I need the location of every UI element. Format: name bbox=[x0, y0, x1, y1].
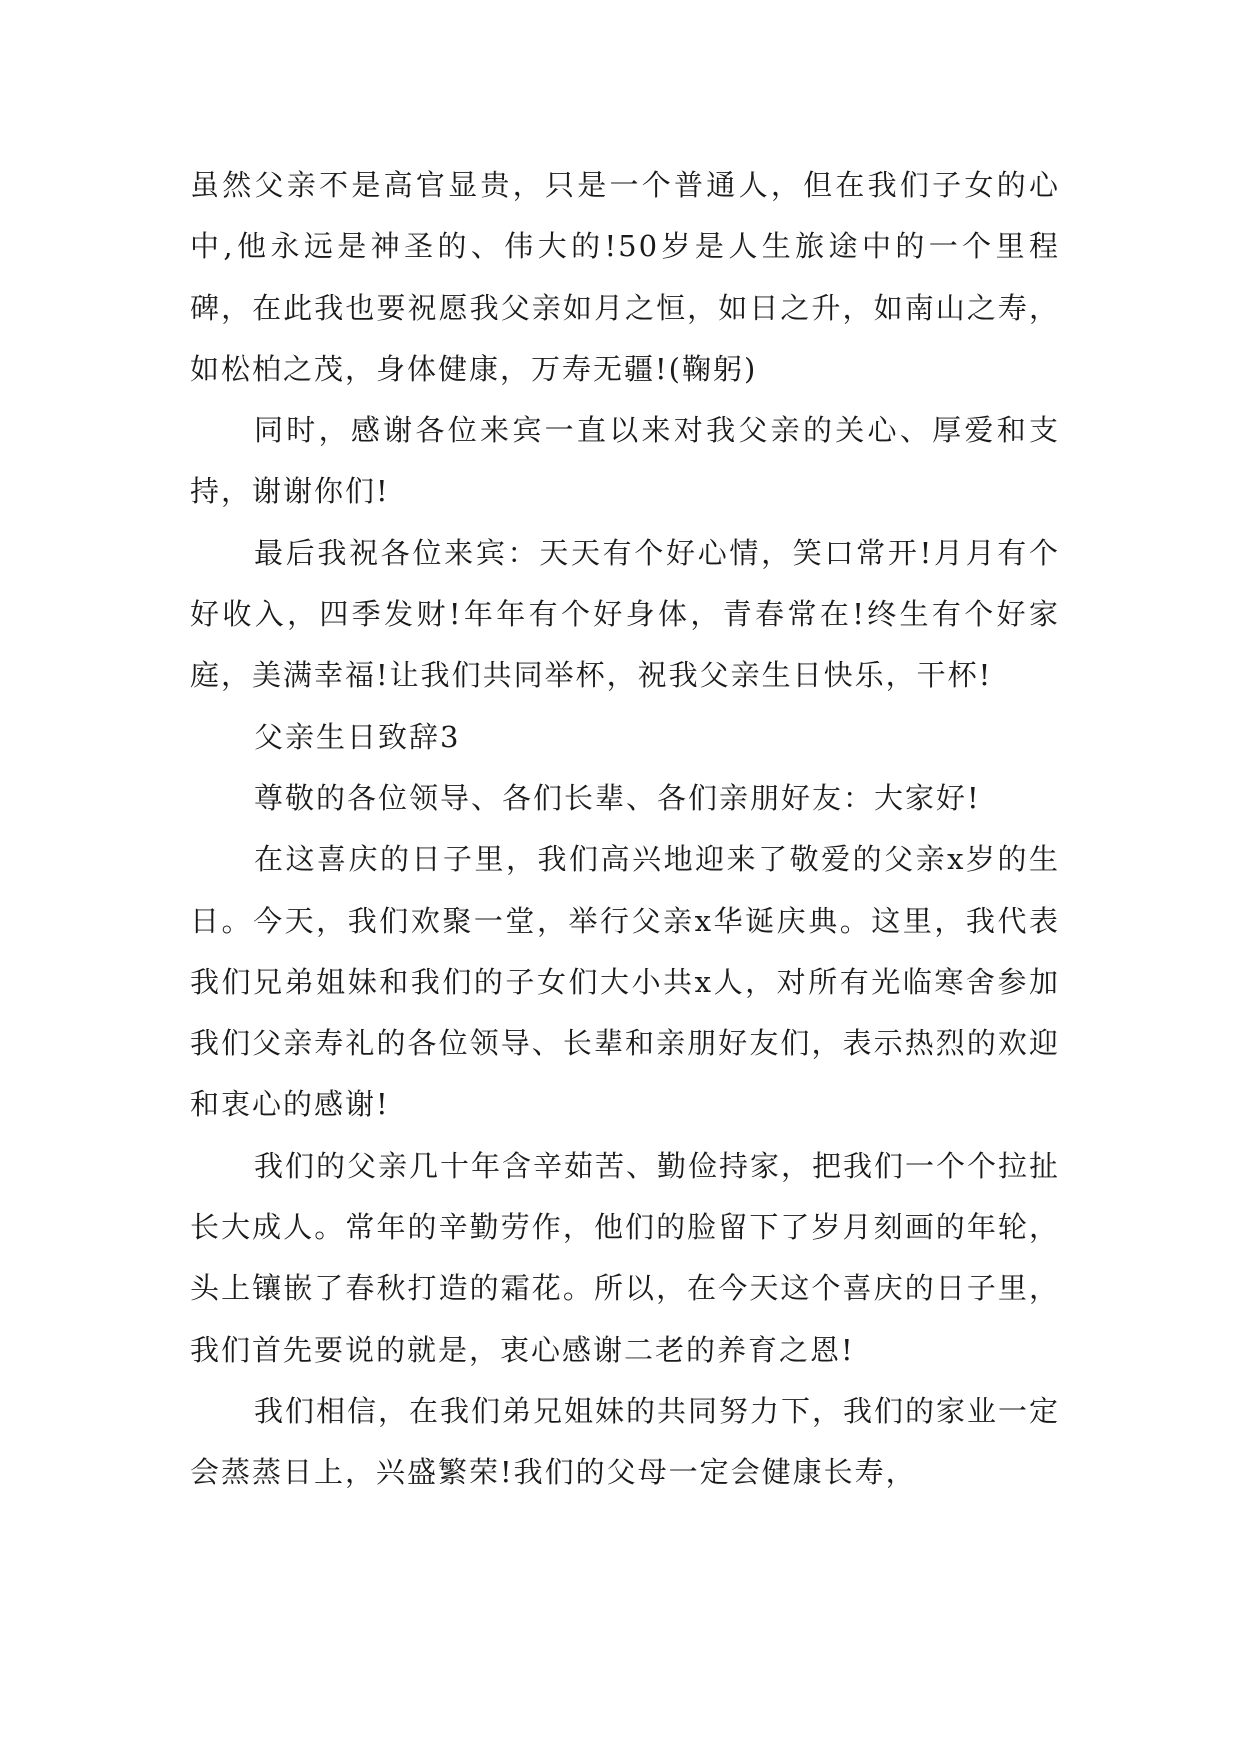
paragraph-future: 我们相信，在我们弟兄姐妹的共同努力下，我们的家业一定会蒸蒸日上，兴盛繁荣!我们的父母一定会健康长寿， bbox=[190, 1393, 1061, 1490]
paragraph-father-tribute: 虽然父亲不是高官显贵，只是一个普通人，但在我们子女的心中,他永远是神圣的、伟大的!50岁是人生旅途中的一个里程碑，在此我也要祝愿我父亲如月之恒，如日之升，如南山之寿，如松柏之茂，身体健康，万寿无疆!(鞠躬) bbox=[190, 168, 1060, 386]
section-heading: 父亲生日致辞3 bbox=[254, 719, 461, 754]
paragraph-thanks-guests: 同时，感谢各位来宾一直以来对我父亲的关心、厚爱和支持，谢谢你们! bbox=[190, 413, 1060, 509]
paragraph-celebration: 在这喜庆的日子里，我们高兴地迎来了敬爱的父亲x岁的生日。今天，我们欢聚一堂，举行父亲x华诞庆典。这里，我代表我们兄弟姐妹和我们的子女们大小共x人，对所有光临寒舍参加我们父亲寿礼的各位领导、长辈和亲朋好友们，表示热烈的欢迎和衷心的感谢! bbox=[190, 842, 1060, 1122]
paragraph-gratitude: 我们的父亲几十年含辛茹苦、勤俭持家，把我们一个个拉扯长大成人。常年的辛勤劳作，他们的脸留下了岁月刻画的年轮，头上镶嵌了春秋打造的霜花。所以，在今天这个喜庆的日子里，我们首先要说的就是，衷心感谢二老的养育之恩! bbox=[190, 1148, 1061, 1367]
paragraph-greeting: 尊敬的各位领导、各们长辈、各们亲朋好友：大家好! bbox=[254, 780, 981, 815]
document-body bbox=[190, 155, 1060, 1504]
paragraph-final-wishes: 最后我祝各位来宾：天天有个好心情，笑口常开!月月有个好收入，四季发财!年年有个好身体，青春常在!终生有个好家庭，美满幸福!让我们共同举杯，祝我父亲生日快乐，干杯! bbox=[190, 535, 1060, 693]
